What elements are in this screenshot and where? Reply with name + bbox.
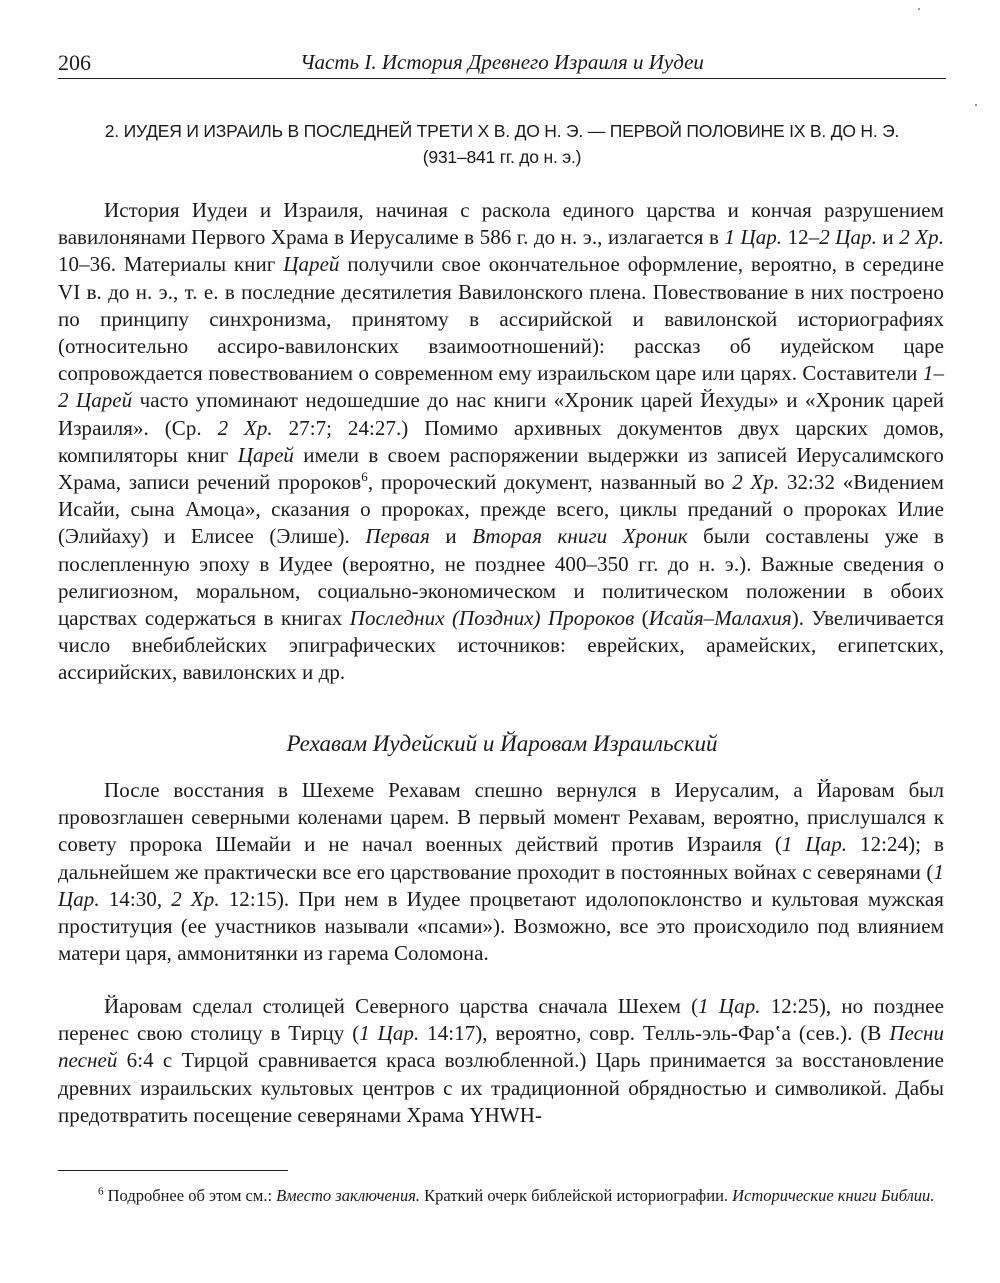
text-run: Подробнее об этом см.: [103, 1186, 277, 1205]
text-run: были составлены уже в послепленную эпоху в Иудее (вероятно, не позднее 400–350 гг. до н. э.). Важные сведения о религиозном, моральном, социально-экономическом и политическом положении в обоих царствах содержаться в книгах [58, 524, 945, 631]
italic-run: Царей [237, 442, 294, 467]
section-heading [58, 118, 946, 170]
italic-run: 1 Цар. [359, 1021, 420, 1046]
text-run: часто упоминают недошедшие до нас книги «Хроник царей Йехуды» и «Хроник царей Израиля». (Ср. [58, 388, 944, 440]
text-run: 14:30, [99, 886, 172, 911]
italic-run: Царей [283, 252, 340, 277]
text-run: 6:4 с Тирцой сравнивается краса возлюбленной.) Царь принимается за восстановление древних израильских культовых центров с их традиционной обрядностью и символикой. Дабы предотвратить посещение северянами Храма YHWH- [58, 1048, 944, 1127]
italic-run: 2 Хр. [899, 225, 944, 250]
italic-run: 2 Хр. [732, 470, 780, 495]
running-head: Часть I. История Древнего Израиля и Иудеи [300, 50, 704, 74]
text-run: 12:15). При нем в Иудее процветают идолопоклонство и культовая мужская проституция (ее участников называли «псами»). Возможно, все это происходило под влиянием матери царя, аммонитянки из гарема Соломона. [58, 886, 945, 966]
text-run: получили свое окончательное оформление, вероятно, в середине VI в. до н. э., т. е. в последние десятилетия Вавилонского плена. Повествование в них построено по принципу синхронизма, принятому в ассирийской и вавилонской историографиях (относительно ассиро-вавилонских взаимоотношений): рассказ об иудейском царе сопровождается повествованием о современном ему израильском царе или царях. Составители [58, 252, 944, 386]
italic-run: 1 Цар. [724, 225, 783, 250]
italic-run: 1 Цар. [781, 832, 848, 857]
text-run: 32:32 «Видением Исайи, сына Амоца», сказания о пророках, прежде всего, циклы преданий о пророках Илие (Элийаху) и Елисее (Элише). [58, 470, 945, 549]
italic-run: Исайя–Малахия [648, 606, 792, 631]
text-run: Йаровам сделал столицей Северного царства сначала Шехем ( [104, 994, 699, 1018]
text-run: 14:17), вероятно, совр. Телль-эль-Фарʽа (сев.). (В [419, 1021, 890, 1046]
text-run: 12– [782, 225, 820, 250]
text-run: История Иудеи и Израиля, начиная с раскола единого царства и кончая разрушением вавилонянами Первого Храма в Иерусалиме в 586 г. до н. э., излагается в [58, 198, 944, 250]
italic-run: Вторая книги Хроник [472, 524, 688, 549]
text-run: 10–36. Материалы книг [58, 252, 284, 277]
italic-run: 1 Цар. [698, 994, 761, 1018]
italic-run: Песни песней [58, 1021, 945, 1073]
footnote-marker: 6 [98, 1185, 104, 1198]
text-run: 27:7; 24:27.) Помимо архивных документов двух царских домов, компиляторы книг [58, 415, 945, 467]
page-header [58, 48, 946, 79]
paragraph-3 [58, 993, 944, 1129]
text-run: 12:24); в дальнейшем же практически все его царствование проходит в постоянных войнах с северянами ( [58, 832, 945, 884]
footnote-rule [58, 1170, 288, 1171]
section-heading-line2: (931–841 гг. до н. э.) [422, 147, 582, 167]
text-run: 12:25), но позднее перенес свою столицу в Тирцу ( [58, 994, 944, 1046]
footnote [58, 1185, 944, 1207]
text-run: Краткий очерк библейской историографии. [420, 1186, 733, 1205]
subheading: Рехавам Иудейский и Йаровам Израильский [286, 731, 718, 756]
italic-run: Первая [365, 524, 430, 549]
italic-run: Вместо заключения. [276, 1186, 421, 1205]
text-run: и [429, 524, 473, 549]
italic-run: 1 Цар. [58, 859, 944, 911]
italic-run: Исторические книги Библии. [732, 1186, 935, 1205]
page-number: 206 [58, 50, 91, 75]
italic-run: 2 Хр. [217, 415, 273, 440]
text-run: ). Увеличивается число внебиблейских эпиграфических источников: еврейских, арамейских, египетских, ассирийских, вавилонских и др. [58, 606, 944, 685]
scan-speck [975, 104, 977, 106]
text-run: имели в своем распоряжении выдержки из записей Иерусалимского Храма, записи речений пророков [58, 442, 944, 495]
scan-speck [918, 8, 920, 10]
italic-run: 2 Хр. [171, 886, 220, 911]
section-heading-line1: 2. ИУДЕЯ И ИЗРАИЛЬ В ПОСЛЕДНЕЙ ТРЕТИ X В. ДО Н. Э. — ПЕРВОЙ ПОЛОВИНЕ IX В. ДО Н. Э. [104, 121, 900, 141]
footnote-marker: 6 [361, 469, 368, 485]
italic-run: Последних (Поздних) Пророков [349, 606, 635, 631]
paragraph-2 [58, 777, 944, 967]
text-run: и [876, 225, 900, 250]
paragraph-1 [58, 197, 944, 687]
text-run: , пророческий документ, названный во [367, 470, 733, 495]
text-run: После восстания в Шехеме Рехавам спешно вернулся в Иерусалим, а Йаровам был провозглашен северными коленами царем. В первый момент Рехавам, вероятно, прислушался к совету пророка Шемайи и не начал военных действий против Израиля ( [58, 778, 944, 857]
italic-run: 1–2 Царей [58, 361, 944, 413]
text-run: ( [634, 606, 649, 631]
italic-run: 2 Цар. [819, 225, 877, 250]
